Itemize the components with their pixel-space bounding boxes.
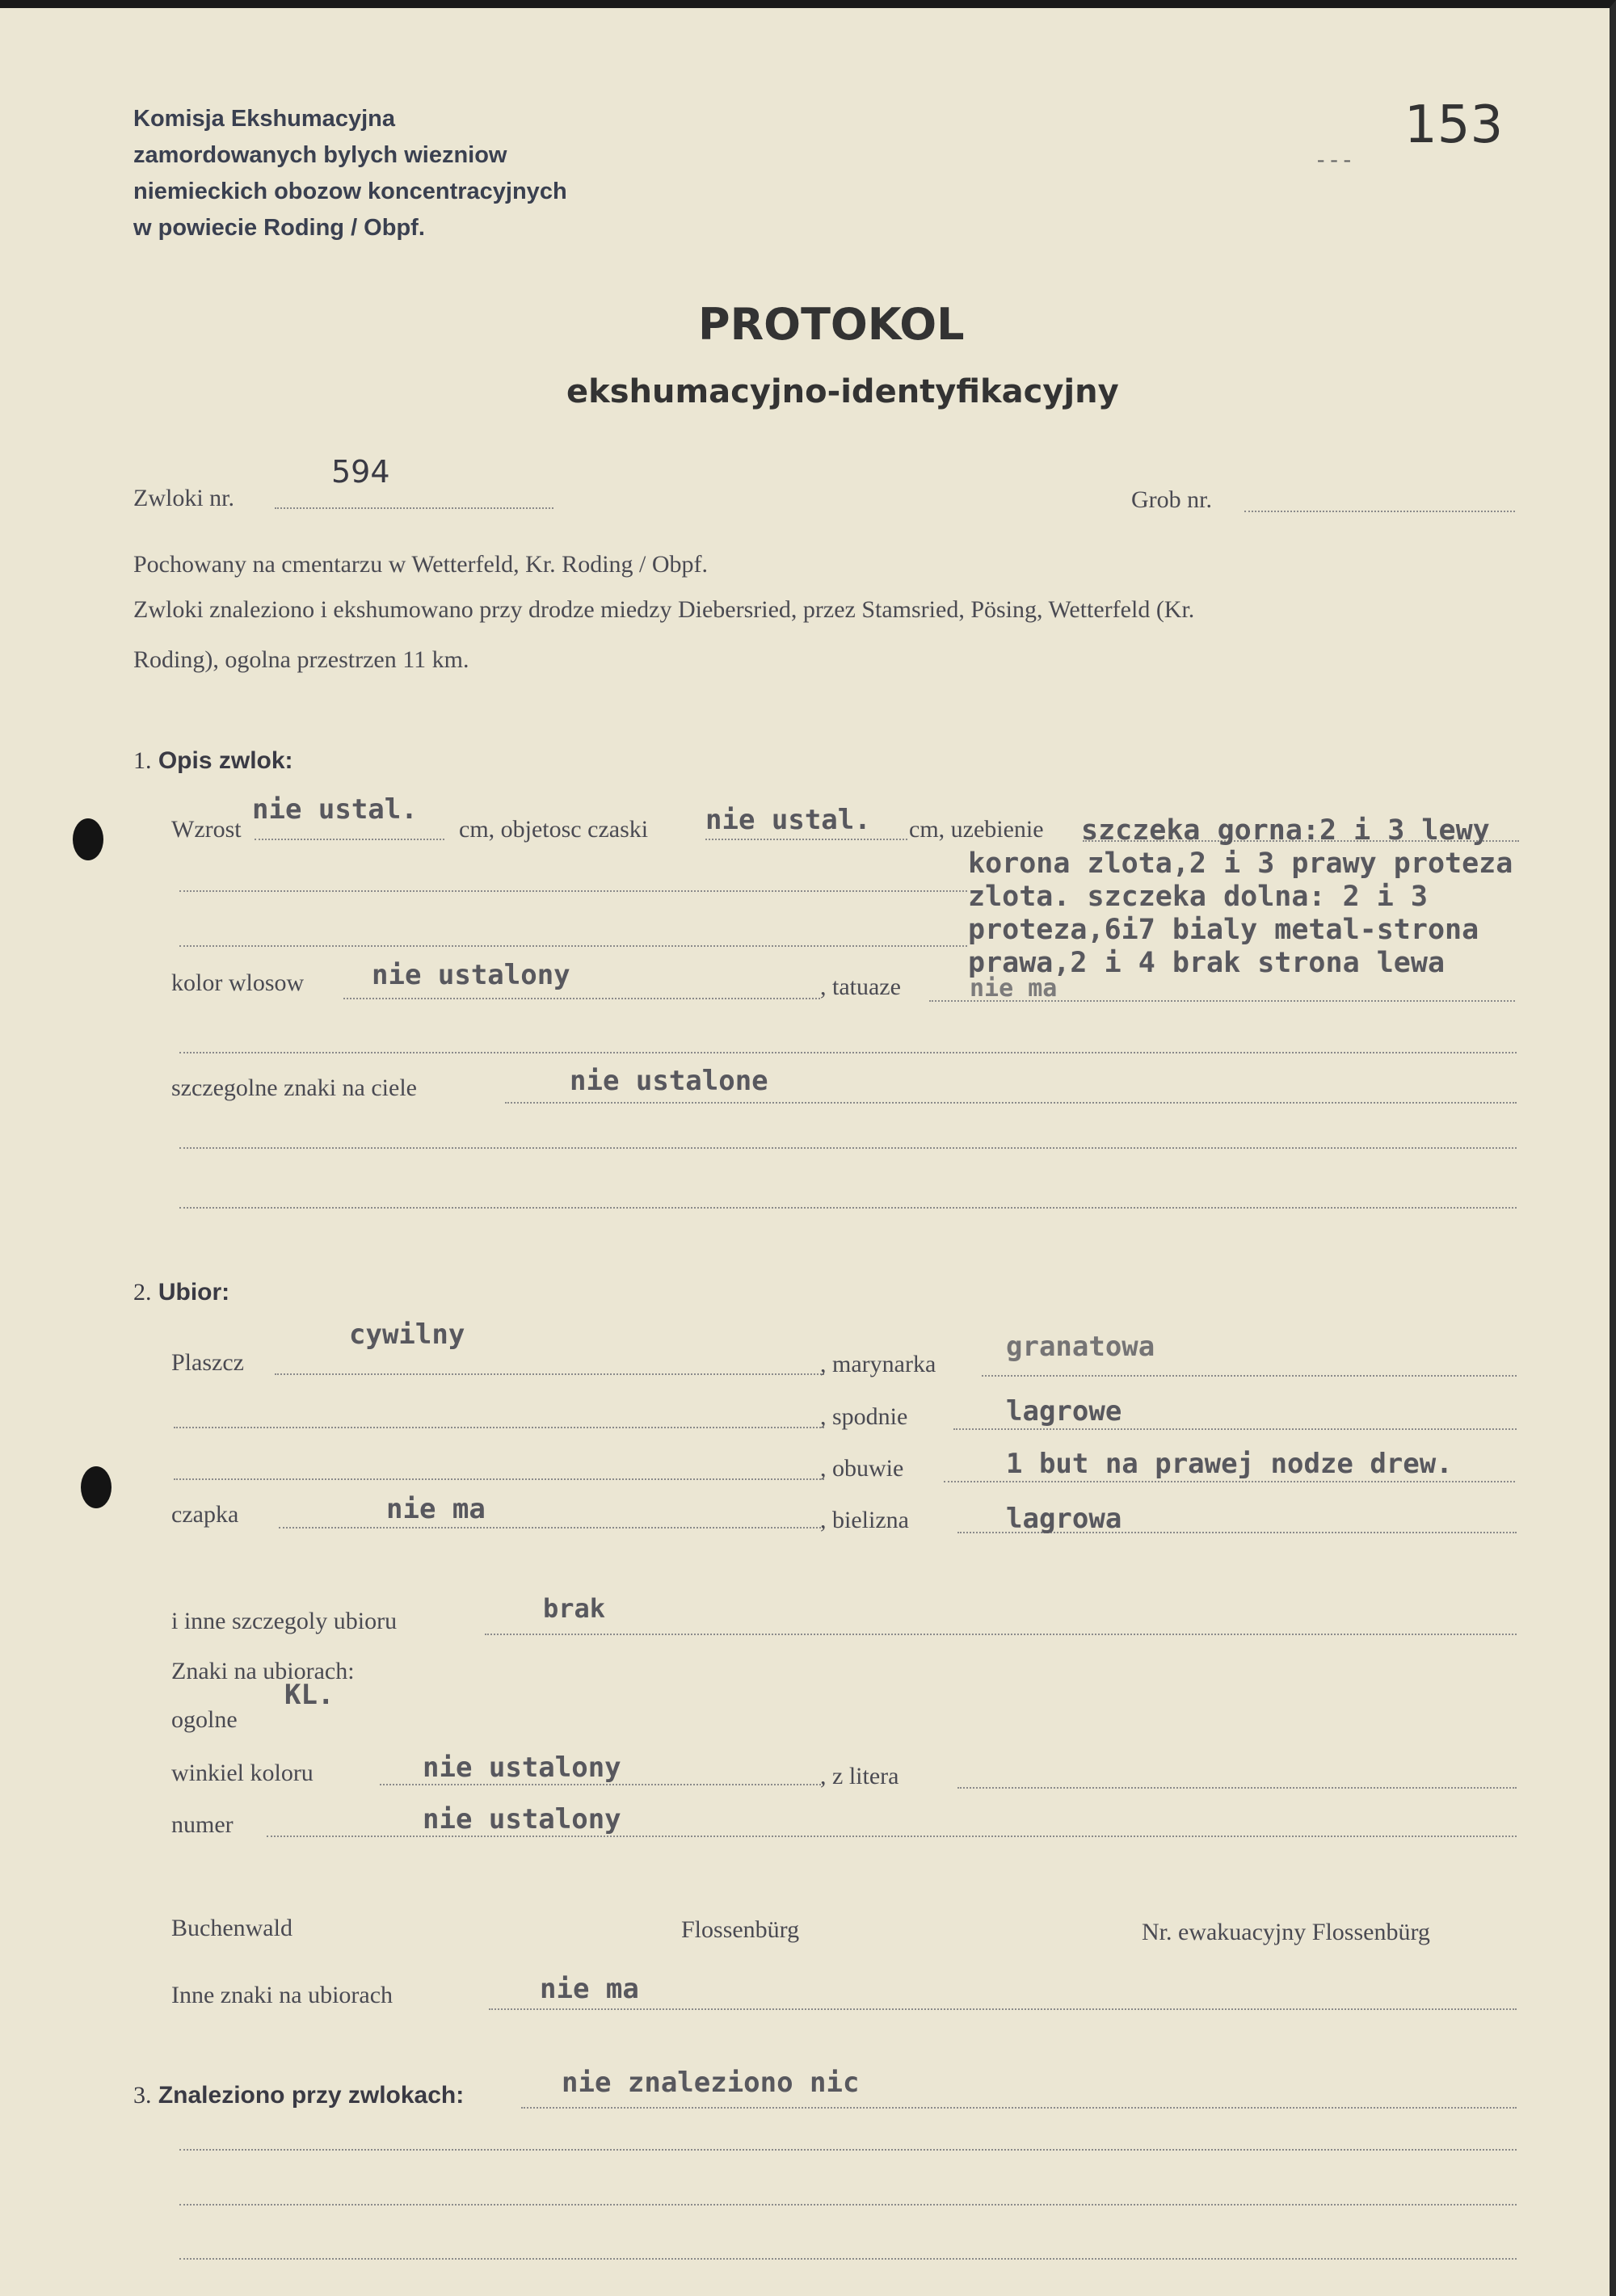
- marynarka-line: [982, 1375, 1517, 1377]
- obuwie-label: , obuwie: [820, 1455, 904, 1482]
- spodnie-value: lagrowe: [1006, 1395, 1122, 1428]
- org-header: [133, 101, 567, 246]
- obuwie-line: [944, 1481, 1515, 1482]
- document-title: PROTOKOL: [698, 299, 965, 350]
- kolor-wlosow-label: kolor wlosow: [171, 969, 305, 996]
- teeth-line-2: korona zlota,2 i 3 prawy proteza: [968, 847, 1513, 880]
- znaleziono-value: nie znaleziono nic: [562, 2067, 860, 2099]
- teeth-line-1: szczeka gorna:2 i 3 lewy: [1081, 814, 1490, 847]
- document-subtitle: ekshumacyjno-identyfikacyjny: [566, 373, 1119, 410]
- spodnie-label: , spodnie: [820, 1403, 908, 1430]
- czaska-value: nie ustal.: [705, 804, 871, 836]
- z-litera-label: , z litera: [820, 1763, 899, 1789]
- nr-ewakuacyjny-label: Nr. ewakuacyjny Flossenbürg: [1142, 1919, 1430, 1945]
- pochowany-text: Pochowany na cmentarzu w Wetterfeld, Kr. Roding / Obpf.: [133, 551, 709, 578]
- szczegolne-znaki-label: szczegolne znaki na ciele: [171, 1074, 417, 1101]
- zwloki-label: Zwloki nr.: [133, 485, 234, 511]
- inne-szczegoly-value: brak: [543, 1593, 606, 1624]
- section-3-title: Znaleziono przy zwlokach:: [158, 2082, 465, 2109]
- section-1-heading: [133, 747, 293, 775]
- kolor-wlosow-value: nie ustalony: [372, 959, 570, 991]
- czapka-value: nie ma: [386, 1493, 486, 1525]
- znaleziono-line-2: [179, 2149, 1517, 2151]
- page-number-stamp: 153: [1404, 95, 1504, 155]
- szczegolne-znaki-value: nie ustalone: [570, 1065, 768, 1097]
- zwloki-line: [275, 507, 553, 509]
- punch-hole-upper: [73, 818, 103, 860]
- section-2-number: 2.: [133, 1279, 152, 1306]
- z-litera-line: [957, 1787, 1517, 1789]
- cm-objetosc-label: cm, objetosc czaski: [459, 816, 649, 843]
- punch-hole-lower: [81, 1466, 112, 1508]
- org-line-4: w powiecie Roding / Obpf.: [133, 215, 425, 241]
- org-line-1: Komisja Ekshumacyjna: [133, 106, 395, 132]
- opis-line-2: [179, 890, 967, 892]
- teeth-description: [968, 814, 1513, 980]
- org-line-2: zamordowanych bylych wiezniow: [133, 142, 507, 168]
- teeth-line-3: zlota. szczeka dolna: 2 i 3: [968, 881, 1428, 913]
- wzrost-line: [255, 839, 444, 840]
- marynarka-label: , marynarka: [820, 1351, 936, 1377]
- teeth-line-4: proteza,6i7 bialy metal-strona: [968, 914, 1479, 946]
- numer-value: nie ustalony: [423, 1803, 621, 1836]
- znaleziono-line-3: [179, 2204, 1517, 2206]
- znaki-na-ubiorach-label: Znaki na ubiorach:: [171, 1658, 355, 1684]
- buchenwald-label: Buchenwald: [171, 1915, 292, 1941]
- kolor-wlosow-line: [343, 998, 820, 999]
- ogolne-value: KL.: [284, 1679, 335, 1711]
- marynarka-value: granatowa: [1006, 1331, 1155, 1363]
- plaszcz-line-2: [174, 1427, 824, 1428]
- znaleziono-line: [521, 2107, 1517, 2109]
- bielizna-label: , bielizna: [820, 1507, 909, 1533]
- opis-line-7: [179, 1147, 1517, 1149]
- spodnie-line: [953, 1428, 1517, 1430]
- inne-znaki-value: nie ma: [540, 1973, 639, 2005]
- inne-znaki-line: [489, 2008, 1517, 2010]
- opis-line-5: [179, 1052, 1517, 1053]
- tatuaze-value: nie ma: [970, 974, 1058, 1003]
- opis-line-8: [179, 1207, 1517, 1209]
- bielizna-value: lagrowa: [1006, 1503, 1122, 1535]
- szczegolne-znaki-line: [505, 1102, 1517, 1104]
- opis-line-3: [179, 945, 967, 947]
- czapka-line: [279, 1527, 824, 1529]
- winkiel-koloru-value: nie ustalony: [423, 1751, 621, 1784]
- plaszcz-line: [275, 1373, 824, 1375]
- winkiel-koloru-line: [380, 1784, 824, 1785]
- flossenburg-label: Flossenbürg: [681, 1916, 800, 1943]
- czaska-line: [705, 839, 907, 840]
- grob-label: Grob nr.: [1131, 486, 1212, 513]
- section-2-title: Ubior:: [158, 1279, 230, 1306]
- inne-szczegoly-label: i inne szczegoly ubioru: [171, 1608, 398, 1634]
- inne-znaki-label: Inne znaki na ubiorach: [171, 1982, 393, 2008]
- found-text-line-1: Zwloki znaleziono i ekshumowano przy drodze miedzy Diebersried, przez Stamsried, Pösing, Wetterfeld (Kr.: [133, 596, 1195, 623]
- section-1-number: 1.: [133, 747, 152, 774]
- czapka-label: czapka: [171, 1501, 239, 1528]
- section-1-title: Opis zwlok:: [158, 747, 293, 774]
- plaszcz-line-3: [174, 1478, 824, 1480]
- found-text-line-2: Roding), ogolna przestrzen 11 km.: [133, 646, 469, 673]
- org-line-3: niemieckich obozow koncentracyjnych: [133, 179, 567, 204]
- plaszcz-value: cywilny: [349, 1318, 465, 1351]
- grob-line: [1244, 511, 1515, 512]
- wzrost-value: nie ustal.: [252, 793, 418, 826]
- section-2-heading: [133, 1279, 229, 1306]
- zwloki-value: 594: [331, 454, 390, 490]
- wzrost-label: Wzrost: [171, 816, 242, 843]
- winkiel-koloru-label: winkiel koloru: [171, 1760, 314, 1786]
- cm-uzebienie-label: cm, uzebienie: [909, 816, 1044, 843]
- znaleziono-line-4: [179, 2258, 1517, 2260]
- ogolne-label: ogolne: [171, 1706, 238, 1733]
- inne-szczegoly-line: [485, 1634, 1517, 1635]
- numer-label: numer: [171, 1811, 234, 1838]
- section-3-number: 3.: [133, 2082, 152, 2109]
- numer-line: [267, 1836, 1517, 1837]
- plaszcz-label: Plaszcz: [171, 1349, 244, 1376]
- obuwie-value: 1 but na prawej nodze drew.: [1006, 1448, 1453, 1480]
- section-3-heading: [133, 2082, 464, 2109]
- tatuaze-label: , tatuaze: [820, 973, 901, 1000]
- teeth-line-5: prawa,2 i 4 brak strona lewa: [968, 947, 1446, 979]
- stamp-dashes: - - -: [1317, 147, 1351, 172]
